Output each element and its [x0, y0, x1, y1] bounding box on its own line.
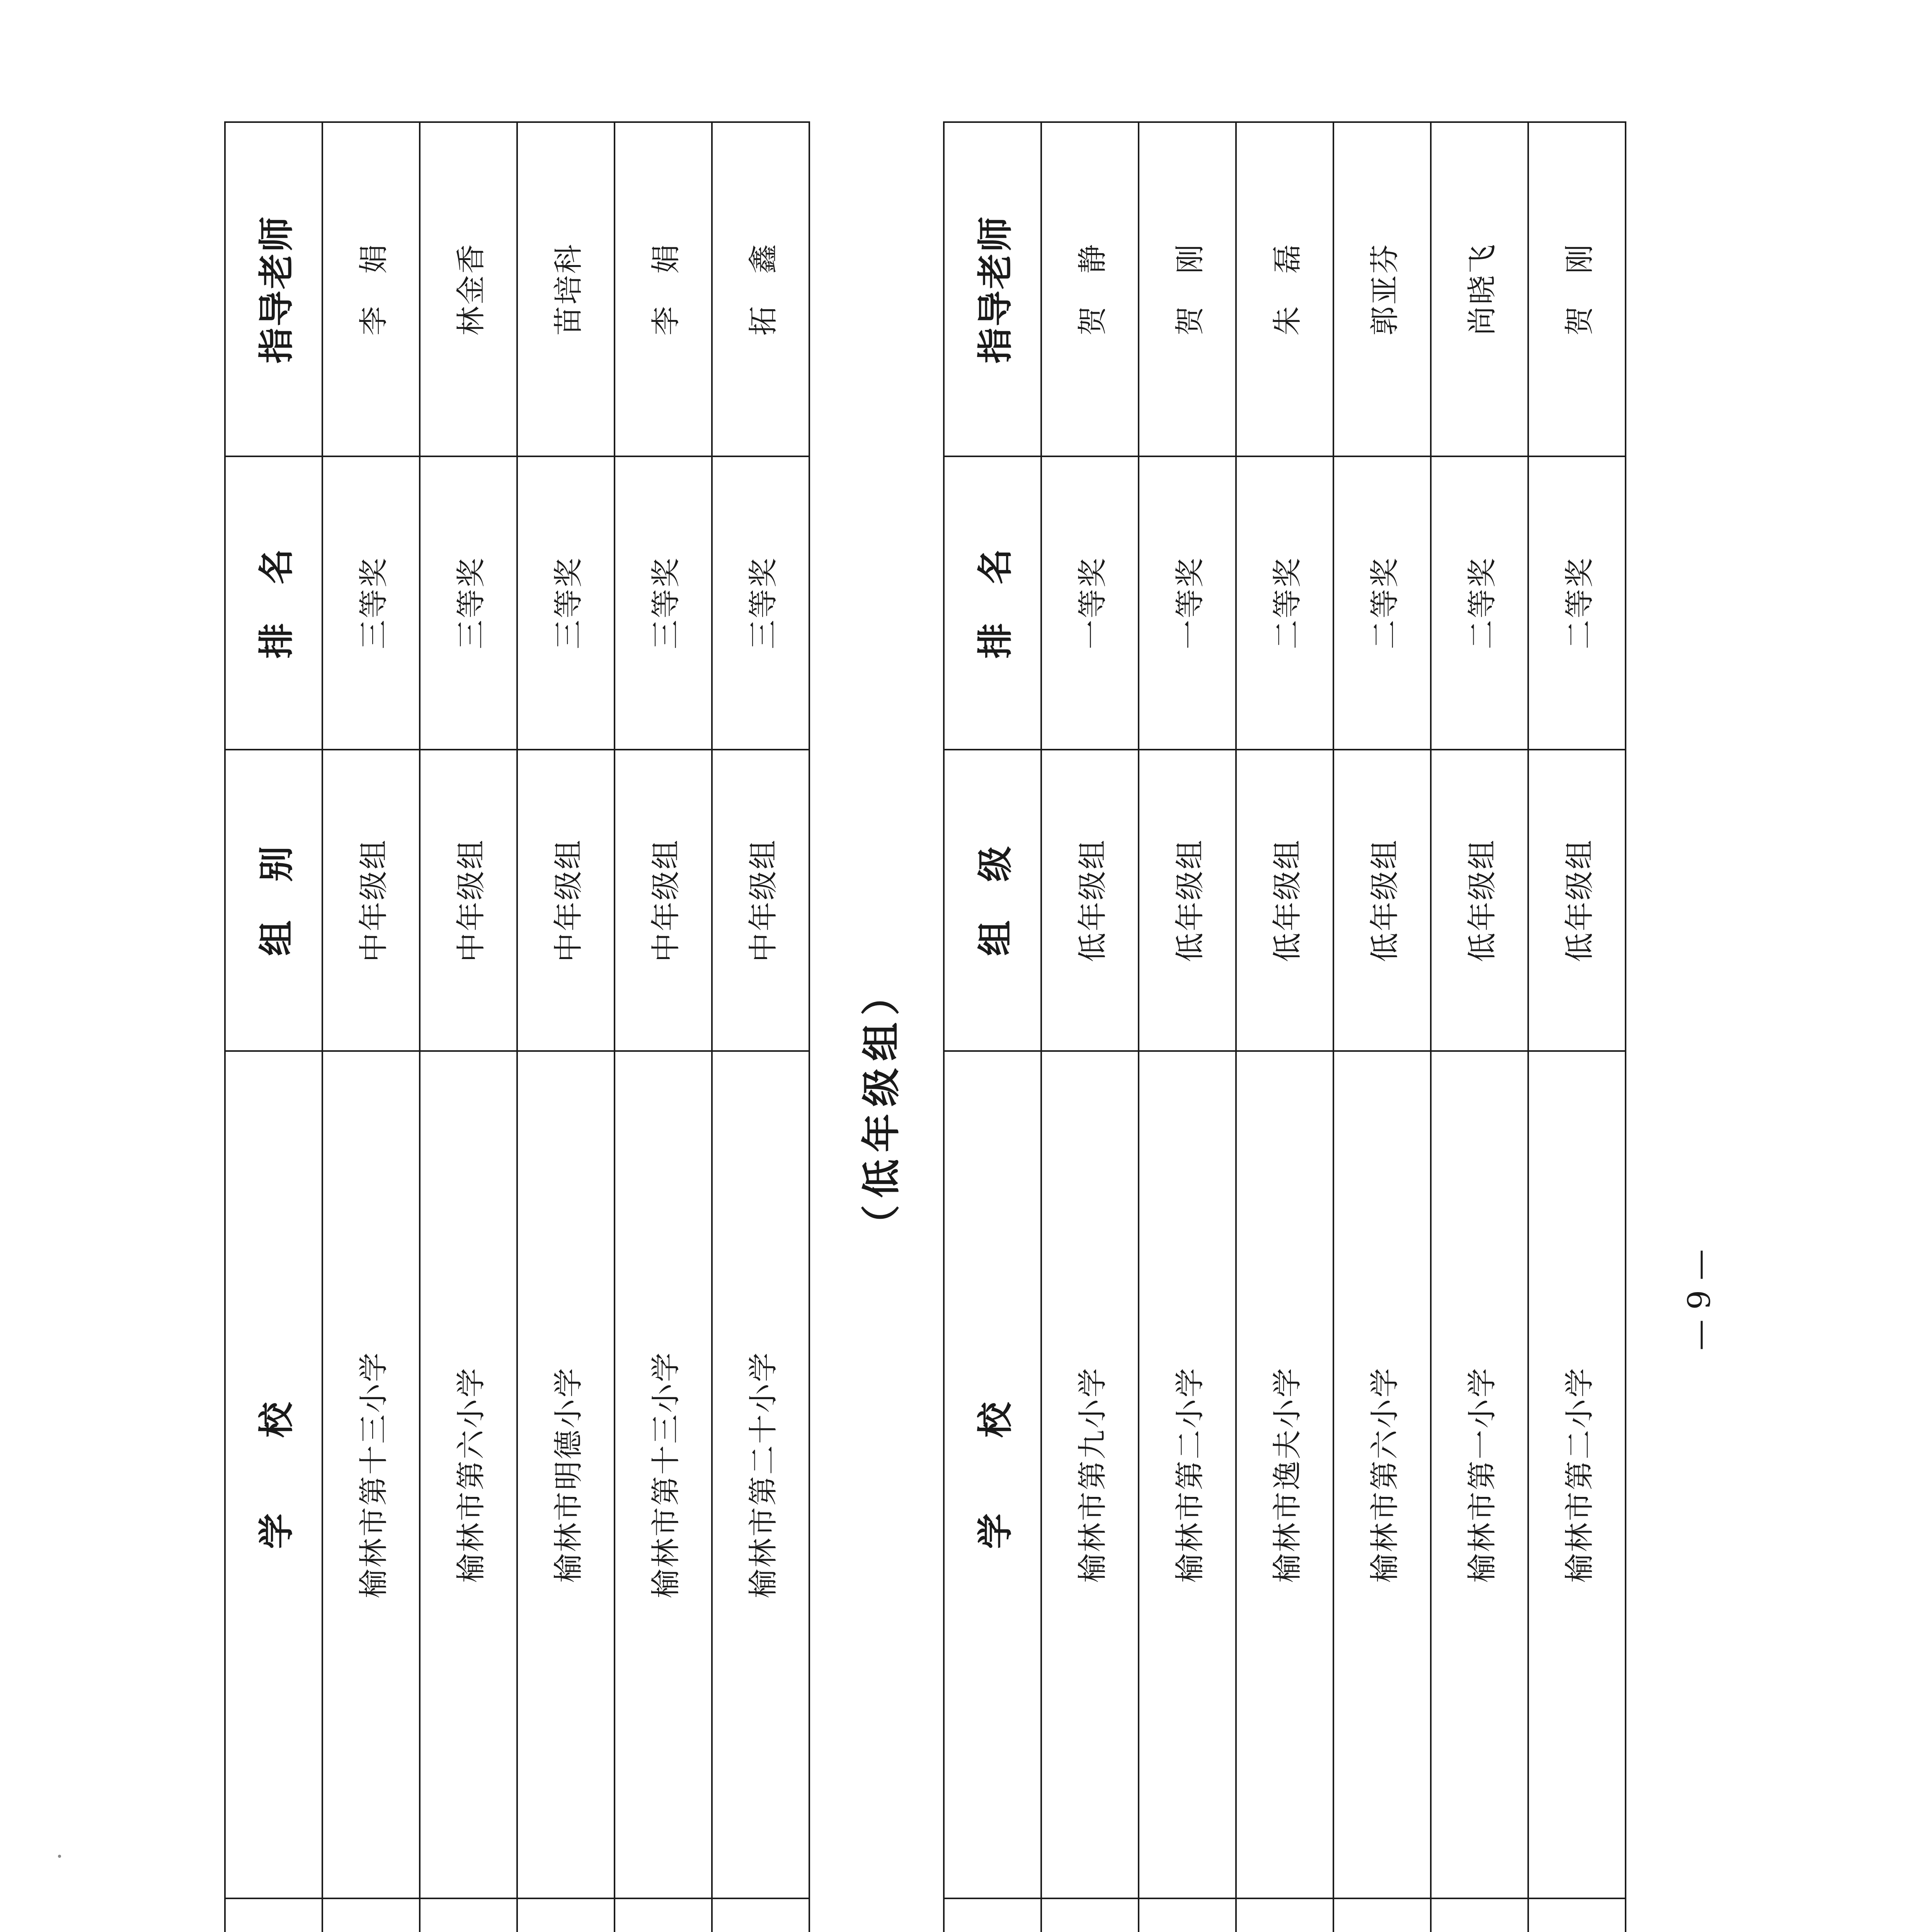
- header-rank: 排 名: [944, 456, 1041, 750]
- cell-rank: 三等奖: [322, 456, 420, 750]
- cell-school: 榆林市第二小学: [1528, 1051, 1626, 1898]
- table-row: [322, 122, 420, 1932]
- cell-school: 榆林市逸夫小学: [1236, 1051, 1333, 1898]
- table-row: [1236, 122, 1333, 1932]
- cell-rank: 三等奖: [712, 456, 809, 750]
- cell-name: [420, 1898, 517, 1932]
- table-row: [1041, 122, 1139, 1932]
- cell-name: [1139, 1898, 1236, 1932]
- cell-school: 榆林市第一小学: [1431, 1051, 1528, 1898]
- cell-group: 低年级组: [1236, 750, 1333, 1051]
- cell-rank: 二等奖: [1236, 456, 1333, 750]
- cell-rank: 三等奖: [420, 456, 517, 750]
- header-teacher: 指导老师: [225, 122, 322, 456]
- cell-group: 中年级组: [420, 750, 517, 1051]
- cell-rank: 三等奖: [517, 456, 615, 750]
- cell-teacher: 朱 磊: [1236, 122, 1333, 456]
- header-name: [225, 1898, 322, 1932]
- header-teacher: 指导老师: [944, 122, 1041, 456]
- table-row: [615, 122, 712, 1932]
- cell-group: 中年级组: [322, 750, 420, 1051]
- cell-teacher: 贺 刚: [1528, 122, 1626, 456]
- cell-rank: 一等奖: [1041, 456, 1139, 750]
- cell-name: [712, 1898, 809, 1932]
- cell-teacher: 苗培科: [517, 122, 615, 456]
- cell-group: 低年级组: [1528, 750, 1626, 1051]
- cell-school: 榆林市第十三小学: [615, 1051, 712, 1898]
- cell-teacher: 贺 静: [1041, 122, 1139, 456]
- table-row: [712, 122, 809, 1932]
- table-header-row: [944, 122, 1041, 1932]
- cell-teacher: 李 娟: [615, 122, 712, 456]
- cell-teacher: 尚晓飞: [1431, 122, 1528, 456]
- cell-rank: 二等奖: [1431, 456, 1528, 750]
- cell-group: 中年级组: [712, 750, 809, 1051]
- cell-school: 榆林市第六小学: [420, 1051, 517, 1898]
- header-group: 组 级: [944, 750, 1041, 1051]
- cell-school: 榆林市第二小学: [1139, 1051, 1236, 1898]
- cell-name: [517, 1898, 615, 1932]
- cell-school: 榆林市第九小学: [1041, 1051, 1139, 1898]
- cell-group: 中年级组: [615, 750, 712, 1051]
- cell-teacher: 拓 鑫: [712, 122, 809, 456]
- section-title: （低年级组）: [859, 970, 904, 1243]
- cell-group: 低年级组: [1139, 750, 1236, 1051]
- header-school: 学 校: [944, 1051, 1041, 1898]
- cell-school: 榆林市第六小学: [1333, 1051, 1431, 1898]
- table-row: [1528, 122, 1626, 1932]
- cell-teacher: 郭亚芬: [1333, 122, 1431, 456]
- header-school: 学 校: [225, 1051, 322, 1898]
- page-number: — 9 —: [1681, 1249, 1717, 1350]
- table-header-row: [225, 122, 322, 1932]
- cell-school: 榆林市明德小学: [517, 1051, 615, 1898]
- cell-group: 低年级组: [1431, 750, 1528, 1051]
- award-table-lower-grade: [943, 121, 1626, 1932]
- cell-name: [1236, 1898, 1333, 1932]
- cell-name: [322, 1898, 420, 1932]
- header-name: [944, 1898, 1041, 1932]
- cell-school: 榆林市第二十小学: [712, 1051, 809, 1898]
- cell-rank: 一等奖: [1139, 456, 1236, 750]
- cell-school: 榆林市第十三小学: [322, 1051, 420, 1898]
- header-rank: 排 名: [225, 456, 322, 750]
- cell-rank: 二等奖: [1333, 456, 1431, 750]
- header-group: 组 别: [225, 750, 322, 1051]
- cell-group: 低年级组: [1041, 750, 1139, 1051]
- cell-teacher: 李 娟: [322, 122, 420, 456]
- cell-name: [1528, 1898, 1626, 1932]
- cell-name: [1041, 1898, 1139, 1932]
- cell-group: 低年级组: [1333, 750, 1431, 1051]
- cell-group: 中年级组: [517, 750, 615, 1051]
- cell-name: [1431, 1898, 1528, 1932]
- table-row: [1333, 122, 1431, 1932]
- cell-teacher: 贺 刚: [1139, 122, 1236, 456]
- cell-rank: 二等奖: [1528, 456, 1626, 750]
- table-row: [420, 122, 517, 1932]
- table-row: [1431, 122, 1528, 1932]
- table-row: [1139, 122, 1236, 1932]
- scan-speck: [58, 1855, 61, 1858]
- cell-teacher: 林金香: [420, 122, 517, 456]
- cell-rank: 三等奖: [615, 456, 712, 750]
- cell-name: [1333, 1898, 1431, 1932]
- table-row: [517, 122, 615, 1932]
- cell-name: [615, 1898, 712, 1932]
- award-table-middle-grade: [224, 121, 810, 1932]
